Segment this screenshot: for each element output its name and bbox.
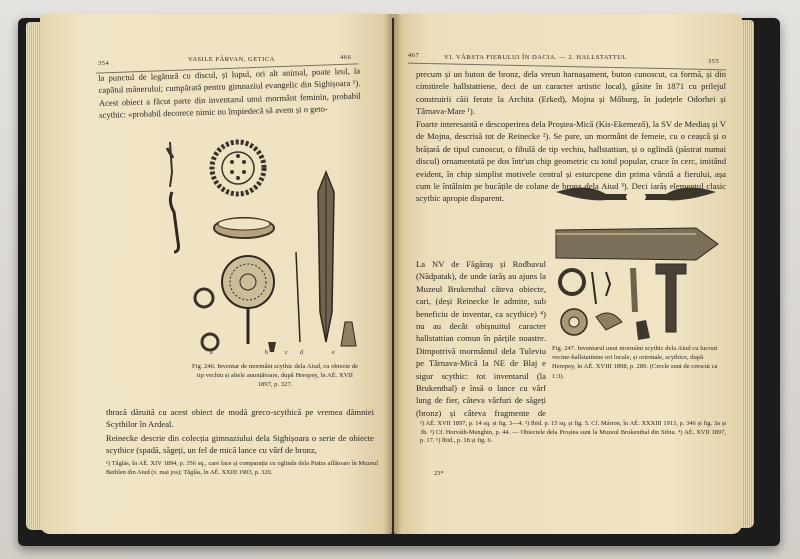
left-figure-artifacts xyxy=(140,132,370,364)
fig-label-b: b xyxy=(265,350,268,356)
left-top-number: 466 xyxy=(340,54,352,61)
fig-label-e: e xyxy=(332,350,335,356)
right-footnotes: ¹) AÉ. XVII 1897, p. 14 sq. și fig. 3—4. ²) Ibid. p. 15 sq. și fig. 5. Cf. Márton, în AÉ. XXXIII 1913, p. 346 și fig. 3a și 3b. ³) Cf. Horváth-Menghin, p. 44. — Obiectele dela Proștea sunt la Muzeul Brukenthal din Sibiu. ⁴) AÉ. XVII 1897, p. 17. ⁵) Ibid., p. 18 și fig. 6. xyxy=(420,420,726,445)
left-top-paragraph: la punctul de legătură cu discul, și lupul, ori alt animal, poate leul, la capătul mânerului; cumpărată pentru gimnaziul evangelic din Sighișoara ¹). Acest obiect a făcut parte din inventarul unui mormânt feminin, probabil scythic: «probabil decorece nimic nu împiedecă să avem și o geto- xyxy=(98,65,361,121)
fig-label-a: a xyxy=(210,350,213,356)
left-footnote: ¹) Tăglás, în AÉ. XIV 1894, p. 356 sq., care face și comparația cu oglinda dela Piatra aflătoare în Muzeul Bethlen din Aiud (v. mai jos); Tăglás, în AÉ. XXIII 1903, p. 320. xyxy=(106,460,378,476)
right-running-head: VI. VÂRSTA FIERULUI ÎN DACIA. — 2. HALLSTATTUL xyxy=(444,54,627,61)
right-paragraph-1: precum și un buton de bronz, dela vreun harnașament, buton cunoscut, ca formă, și din cimitirele hallstattiene, deci de un caracter artistic local), găsite în 1871 cu prilejul construirii căii ferate la Archita (Erked), Mojna și Mőburg, în județele Odorhei și Târnava-Mare ¹). xyxy=(416,69,726,117)
book-gutter xyxy=(384,14,402,534)
right-signature-mark: 23* xyxy=(434,470,444,477)
left-bottom-paragraph: thracă dăruită cu acest obiect de modă greco-scythică pe vremea dămniei Scythilor în Ardeal. xyxy=(106,407,374,430)
left-page xyxy=(40,14,392,534)
right-page-edges xyxy=(740,20,754,528)
right-top-number: 467 xyxy=(408,52,420,59)
fig-label-c: c xyxy=(285,350,288,356)
right-paragraph-3-text: La NV de Făgăraș și Rodbavul (Nădpatak), de unde iarăș au ajuns la Muzeul Brukenthal câteva obiecte, cari, (deși Reinecke le admite, sub beneficiu de inventar, ca scythice) ⁴) nu au decât obișnuitul caracter hallstattian comun în părțile noastre. Dimpotrivă mormântul dela Tuleviu pe Târnava-Mică la NE de Blaj e sigur scythic: tot inventarul (la Brukenthal) e însă o lance cu vârf lung de fier, câteva vârfuri de săgeți (bronz) și câteva fragmente de xyxy=(416,259,546,418)
right-page-number: 355 xyxy=(708,58,720,65)
left-bottom-paragraph-2: Reinecke descrie din colecția gimnaziului dela Sighișoara o serie de obiecte scythice (spadă, săgeți, un fel de mică lance cu vârf de bronz, xyxy=(106,433,374,456)
left-figure-caption: Fig. 246. Inventar de mormânt scythic dela Aiud, cu obiecte de tip vechiu și altele anunțătoare, după Herepey, în AÉ. XVII 1897, p. 327. xyxy=(191,363,359,389)
right-page xyxy=(394,14,742,534)
fig-label-d: d xyxy=(300,350,303,356)
left-running-head: VASILE PÂRVAN, GETICA xyxy=(188,56,275,63)
left-page-number: 354 xyxy=(98,60,110,67)
right-figure-caption: Fig. 247. Inventarul unui mormânt scythic dela Aiud cu lucruri vecine-hallstattiene ori locale, și orientale, scythice, după Herepey, în AÉ. XVIII 1898, p. 289. (Cercle sunt de crescut ca 1:3). xyxy=(552,345,718,380)
right-paragraph-2-text: Foarte interesantă e descoperirea dela Proștea-Mică (Kis-Ekemező), la SV de Mediaș și V de Mojna, descrisă tot de Reinecke ²). Se pare, un mormânt de femeie, cu o ceașcă și o brățară de tipul cunoscut, o fibulă de tip vechiu, hallstattian, și o oglindă (păstrat numai discul) ornamentată pe dos într'un chip geometric cu totul popular, cruce în cerc, imitând evident, în chip simplist motivele central și esturcpene din prima vârstă a fierului, așa cum le întâlnim pe bucățile de colane de bronz dela Aiud ³). Deci iarăș elementul clasic scythic apropie disparent. xyxy=(416,119,726,204)
right-paragraph-3 xyxy=(416,258,546,418)
right-figure-artifacts xyxy=(546,172,726,350)
